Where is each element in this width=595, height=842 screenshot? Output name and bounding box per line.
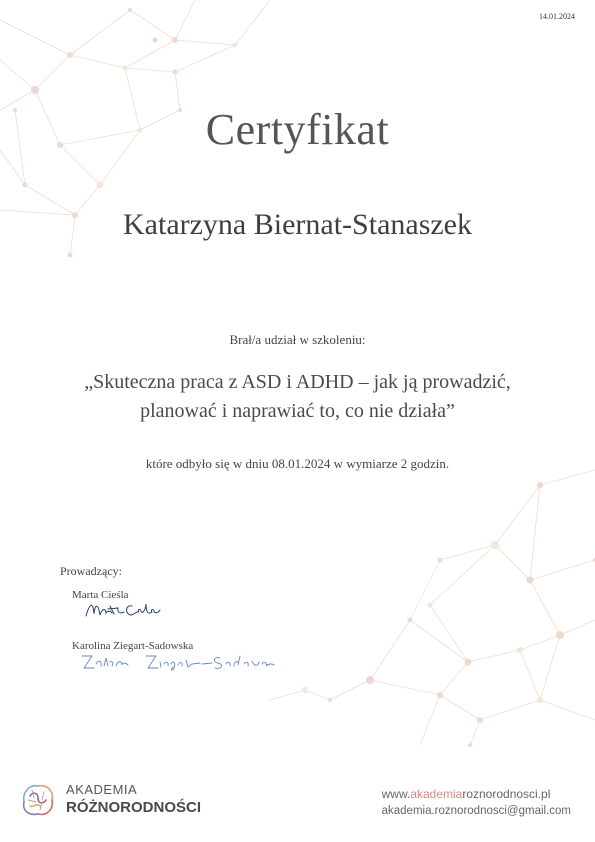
- participation-statement: Brał/a udział w szkoleniu:: [229, 332, 366, 347]
- website-link[interactable]: [382, 786, 571, 803]
- course-title-line-2: planować i naprawiać to, co nie działa”: [140, 400, 455, 422]
- certificate-title: Certyfikat: [205, 105, 390, 154]
- signature-karolina-ziegart-sadowska: [78, 650, 278, 674]
- email-link[interactable]: akademia.roznorodnosci@gmail.com: [381, 805, 571, 817]
- website-main: roznorodnosci: [462, 787, 538, 801]
- host-name-1: Marta Cieśla: [72, 589, 129, 601]
- akademia-logo-icon: [16, 778, 60, 822]
- course-details: które odbyło się w dniu 08.01.2024 w wymiarze 2 godzin.: [145, 456, 450, 471]
- issue-date: 14.01.2024: [539, 12, 575, 21]
- akademia-logo-text: [66, 781, 201, 817]
- hosts-label: Prowadzący:: [60, 564, 122, 578]
- website-suffix: .pl: [537, 787, 551, 801]
- logo-line-1: AKADEMIA: [66, 782, 138, 797]
- course-title-line-1: „Skuteczna praca z ASD i ADHD – jak ją prowadzić,: [84, 371, 511, 393]
- course-title: [40, 368, 555, 426]
- contact-info: [382, 786, 571, 820]
- recipient-name: Katarzyna Biernat-Stanaszek: [123, 208, 472, 241]
- logo-line-2: RÓŻNORODNOŚCI: [66, 799, 201, 816]
- host-name-2: Karolina Ziegart-Sadowska: [72, 640, 194, 652]
- website-prefix: www.: [381, 787, 411, 801]
- website-highlight: akademia: [410, 787, 463, 801]
- signature-marta-ciesla: [84, 598, 174, 622]
